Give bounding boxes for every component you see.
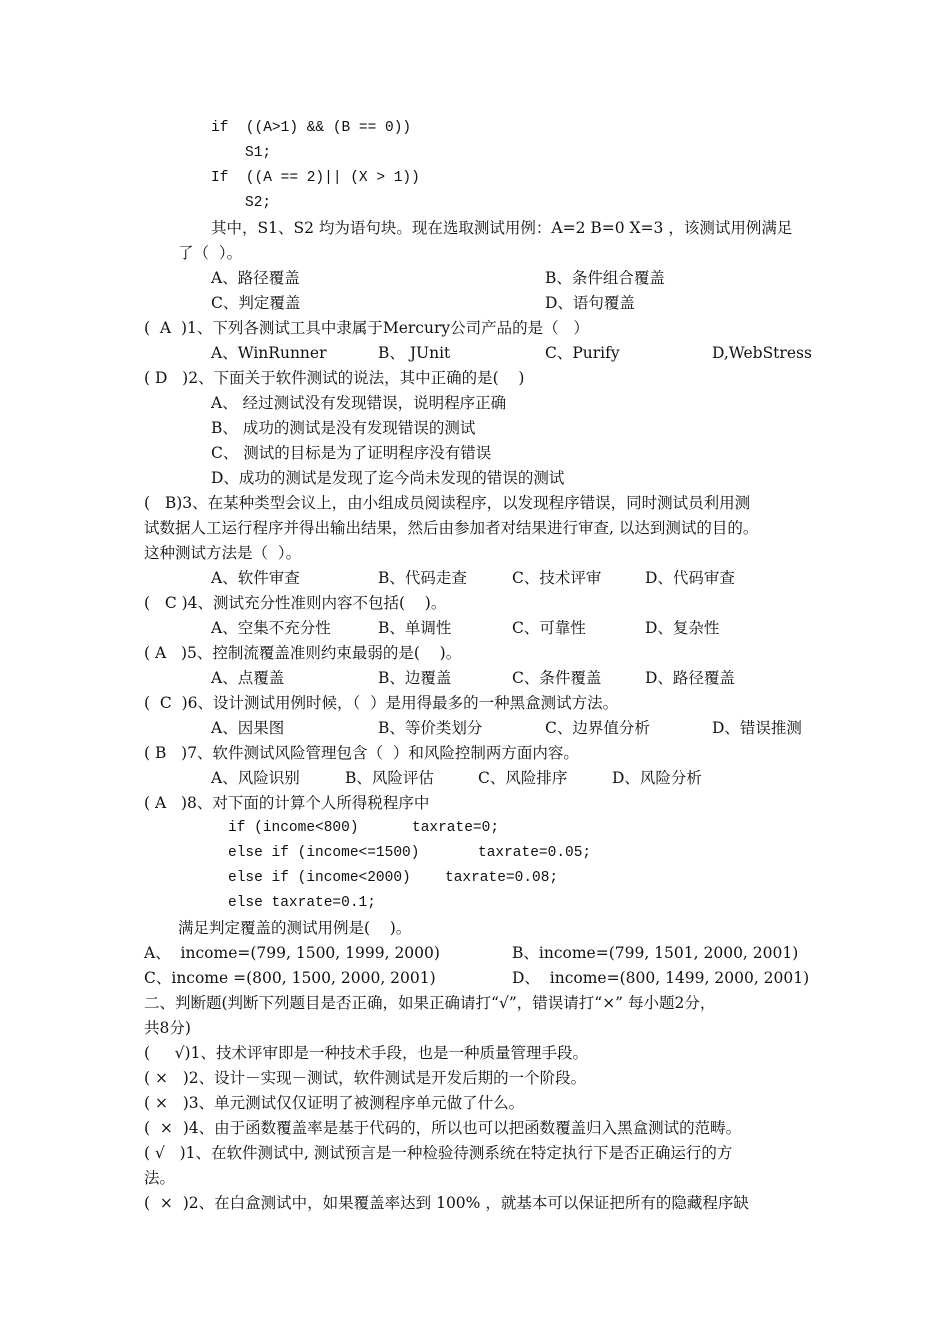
section-heading: 共8分) xyxy=(144,1019,191,1037)
option: A、路径覆盖 xyxy=(211,269,300,287)
option: D、风险分析 xyxy=(612,769,702,787)
code-line: taxrate=0; xyxy=(412,820,500,836)
true-false-item: ( × )2、设计－实现－测试，软件测试是开发后期的一个阶段。 xyxy=(144,1069,587,1087)
question: ( B)3、在某种类型会议上，由小组成员阅读程序，以发现程序错误，同时测试员利用测 xyxy=(144,494,751,512)
true-false-item: ( × )4、由于函数覆盖率是基于代码的，所以也可以把函数覆盖归入黑盒测试的范畴。 xyxy=(144,1119,742,1137)
question-stem: 满足判定覆盖的测试用例是( )。 xyxy=(178,919,412,937)
question: ( A )1、下列各测试工具中隶属于Mercury公司产品的是（ ） xyxy=(144,319,589,337)
option: B、 JUnit xyxy=(378,344,451,362)
option: C、条件覆盖 xyxy=(512,669,602,687)
question: ( C )6、设计测试用例时候，（ ）是用得最多的一种黑盒测试方法。 xyxy=(144,694,619,712)
code-line: if ((A>1) && (B == 0)) xyxy=(211,120,412,136)
option: D、复杂性 xyxy=(645,619,720,637)
option: B、条件组合覆盖 xyxy=(545,269,665,287)
option: D、路径覆盖 xyxy=(645,669,735,687)
option: D、语句覆盖 xyxy=(545,294,635,312)
true-false-item: ( × )3、单元测试仅仅证明了被测程序单元做了什么。 xyxy=(144,1094,525,1112)
true-false-item: ( √ )1、在软件测试中, 测试预言是一种检验待测系统在特定执行下是否正确运行的方 xyxy=(144,1144,733,1162)
question-stem: 了（ ）。 xyxy=(178,244,243,262)
option: C、技术评审 xyxy=(512,569,602,587)
option: D、错误推测 xyxy=(712,719,802,737)
option: B、等价类划分 xyxy=(378,719,483,737)
option: A、 income=(799, 1500, 1999, 2000) xyxy=(144,944,440,962)
option: A、因果图 xyxy=(211,719,285,737)
option: B、风险评估 xyxy=(345,769,434,787)
option: B、单调性 xyxy=(378,619,452,637)
option: C、判定覆盖 xyxy=(211,294,301,312)
question: ( C )4、测试充分性准则内容不包括( )。 xyxy=(144,594,447,612)
question: 试数据人工运行程序并得出输出结果，然后由参加者对结果进行审查, 以达到测试的目的。 xyxy=(144,519,759,537)
option: D,WebStress xyxy=(712,344,812,362)
option: B、income=(799, 1501, 2000, 2001) xyxy=(512,944,799,962)
code-line: If ((A == 2)|| (X > 1)) xyxy=(211,170,420,186)
question: 这种测试方法是（ ）。 xyxy=(144,544,302,562)
option: B、 成功的测试是没有发现错误的测试 xyxy=(211,419,476,437)
option: C、Purify xyxy=(545,344,620,362)
code-line: else if (income<2000) xyxy=(228,870,411,886)
true-false-item: 法。 xyxy=(144,1169,176,1187)
code-line: else if (income<=1500) xyxy=(228,845,420,861)
question: ( D )2、下面关于软件测试的说法，其中正确的是( ) xyxy=(144,369,525,387)
option: C、 测试的目标是为了证明程序没有错误 xyxy=(211,444,492,462)
option: C、income =(800, 1500, 2000, 2001) xyxy=(144,969,436,987)
option: D、成功的测试是发现了迄今尚未发现的错误的测试 xyxy=(211,469,565,487)
question: ( B )7、软件测试风险管理包含（ ）和风险控制两方面内容。 xyxy=(144,744,579,762)
code-line: S2; xyxy=(245,195,272,211)
question: ( A )5、控制流覆盖准则约束最弱的是( )。 xyxy=(144,644,462,662)
option: C、可靠性 xyxy=(512,619,586,637)
option: C、边界值分析 xyxy=(545,719,650,737)
option: D、代码审查 xyxy=(645,569,735,587)
option: A、 经过测试没有发现错误，说明程序正确 xyxy=(211,394,507,412)
option: A、点覆盖 xyxy=(211,669,285,687)
code-line: else taxrate=0.1; xyxy=(228,895,376,911)
code-line: if (income<800) xyxy=(228,820,359,836)
option: B、代码走查 xyxy=(378,569,467,587)
option: D、 income=(800, 1499, 2000, 2001) xyxy=(512,969,810,987)
code-line: taxrate=0.08; xyxy=(445,870,559,886)
option: B、边覆盖 xyxy=(378,669,452,687)
option: A、软件审查 xyxy=(211,569,300,587)
question: ( A )8、对下面的计算个人所得税程序中 xyxy=(144,794,430,812)
option: A、WinRunner xyxy=(211,344,327,362)
code-line: taxrate=0.05; xyxy=(478,845,592,861)
question-stem: 其中，S1、S2 均为语句块。现在选取测试用例：A=2 B=0 X=3 ，该测试用例满足 xyxy=(211,219,793,237)
option: A、风险识别 xyxy=(211,769,300,787)
option: A、空集不充分性 xyxy=(211,619,331,637)
true-false-item: ( × )2、在白盒测试中，如果覆盖率达到 100% ，就基本可以保证把所有的隐藏程序缺 xyxy=(144,1194,749,1212)
option: C、风险排序 xyxy=(478,769,568,787)
section-heading: 二、判断题(判断下列题目是否正确，如果正确请打“√”，错误请打“×” 每小题2分， xyxy=(144,994,716,1012)
true-false-item: ( √)1、技术评审即是一种技术手段，也是一种质量管理手段。 xyxy=(144,1044,588,1062)
code-line: S1; xyxy=(245,145,272,161)
